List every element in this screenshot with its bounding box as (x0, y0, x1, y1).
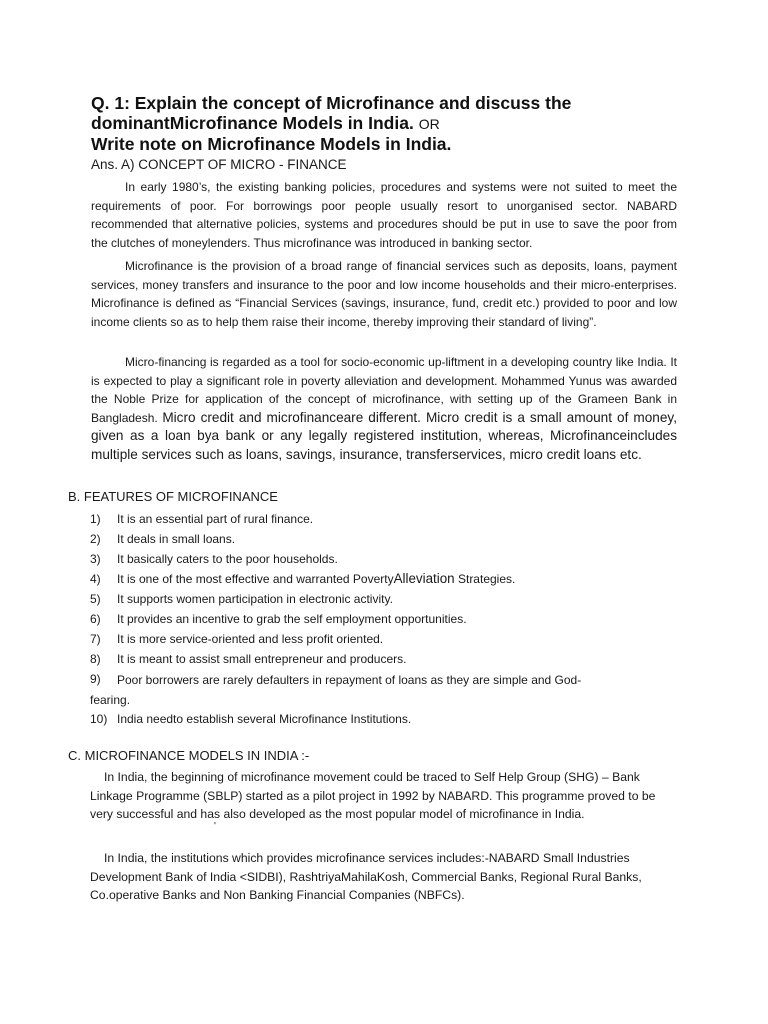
features-heading: B. FEATURES OF MICROFINANCE (68, 489, 278, 504)
list-item (90, 530, 650, 550)
heading-line-2-text: dominantMicrofinance Models in India. (91, 113, 414, 133)
list-item-text: It deals in small loans. (117, 532, 236, 546)
list-item-number: 7) (90, 632, 101, 646)
heading-line-2 (91, 113, 691, 134)
list-item (90, 650, 650, 670)
list-item-text-alleviation: Alleviation (393, 571, 455, 586)
models-paragraph-2: In India, the institutions which provides microfinance services includes:-NABARD Small Industries Development Bank of India <SIDBI), RashtriyaMahilaKosh, Commercial Banks, Regional Rural Banks, Co.operative Banks and Non Banking Financial Companies (NBFCs). (90, 851, 642, 902)
list-item-text: It provides an incentive to grab the self employment opportunities. (117, 612, 467, 626)
list-item (90, 710, 650, 730)
concept-paragraph-2: Microfinance is the provision of a broad range of financial services such as deposits, loans, payment services, money transfers and insurance to the poor and low income households and their micro-enterprises. Microfinance is defined as “Financial Services (savings, insurance, fund, credit etc.) provided to poor and low income clients so as to help them raise their income, thereby improving their standard of living”. (91, 259, 677, 329)
list-item-number: 9) (90, 672, 101, 686)
models-heading: C. MICROFINANCE MODELS IN INDIA :- (68, 748, 310, 763)
list-item (90, 550, 650, 570)
list-item-number: 3) (90, 552, 101, 566)
list-item-number: 6) (90, 612, 101, 626)
concept-paragraph-3 (91, 353, 677, 464)
list-item (90, 630, 650, 650)
question-heading (91, 93, 691, 154)
list-item-text: It is meant to assist small entrepreneur and producers. (117, 652, 407, 666)
concept-paragraph-3-part-1: Micro-financing is regarded as a tool for socio-economic up-liftment in a developing country like India. It is expected to play a significant role in poverty alleviation and development. Mohammed Yunus was awarded the Noble Prize for application of the concept of microfinance, with setting up of the Grameen Bank in Bangladesh. (91, 355, 677, 425)
list-item-number: 2) (90, 532, 101, 546)
models-paragraph-1: In India, the beginning of microfinance movement could be traced to Self Help Group (SHG) – Bank Linkage Programme (SBLP) started as a pilot project in 1992 by NABARD. This programme proved to be very successful and has also developed as the most popular model of microfinance in India. (90, 770, 656, 821)
list-item-number: 8) (90, 652, 101, 666)
list-item (90, 670, 650, 710)
list-item (90, 590, 650, 610)
list-item (90, 510, 650, 530)
list-item-text: Poor borrowers are rarely defaulters in repayment of loans as they are simple and God-fearing. (90, 673, 582, 707)
list-item-number: 5) (90, 592, 101, 606)
heading-line-3: Write note on Microfinance Models in India. (91, 134, 452, 154)
list-item-text: It is more service-oriented and less profit oriented. (117, 632, 384, 646)
heading-line-1: Q. 1: Explain the concept of Microfinance and discuss the (91, 93, 572, 113)
heading-or: OR (418, 116, 440, 132)
list-item-text-end: Strategies. (454, 572, 516, 586)
answer-heading: Ans. A) CONCEPT OF MICRO - FINANCE (91, 157, 347, 172)
list-item-text: India needto establish several Microfinance Institutions. (117, 712, 412, 726)
list-item-text: It basically caters to the poor households. (117, 552, 338, 566)
list-item-text: It supports women participation in electronic activity. (117, 592, 393, 606)
concept-paragraph-3-part-2: Micro credit and microfinanceare different. Micro credit is a small amount of money, given as a loan bya bank or any legally registered institution, whereas, Microfinanceincludes multiple services such as loans, savings, insurance, transferservices, micro credit loans etc. (91, 409, 677, 462)
list-item (90, 570, 650, 590)
list-item-number: 1) (90, 512, 101, 526)
list-item (90, 610, 650, 630)
stray-mark: ' (214, 821, 216, 832)
list-item-number: 10) (90, 712, 108, 726)
features-list (90, 510, 650, 730)
list-item-text: It is an essential part of rural finance. (117, 512, 314, 526)
list-item-number: 4) (90, 572, 101, 586)
list-item-text: It is one of the most effective and warranted Poverty (117, 572, 394, 586)
concept-paragraph-1: In early 1980’s, the existing banking policies, procedures and systems were not suited to meet the requirements of poor. For borrowings poor people usually resort to unorganised sector. NABARD recommended that alternative policies, systems and procedures should be put in use to save the poor from the clutches of moneylenders. Thus microfinance was introduced in banking sector. (91, 180, 677, 250)
